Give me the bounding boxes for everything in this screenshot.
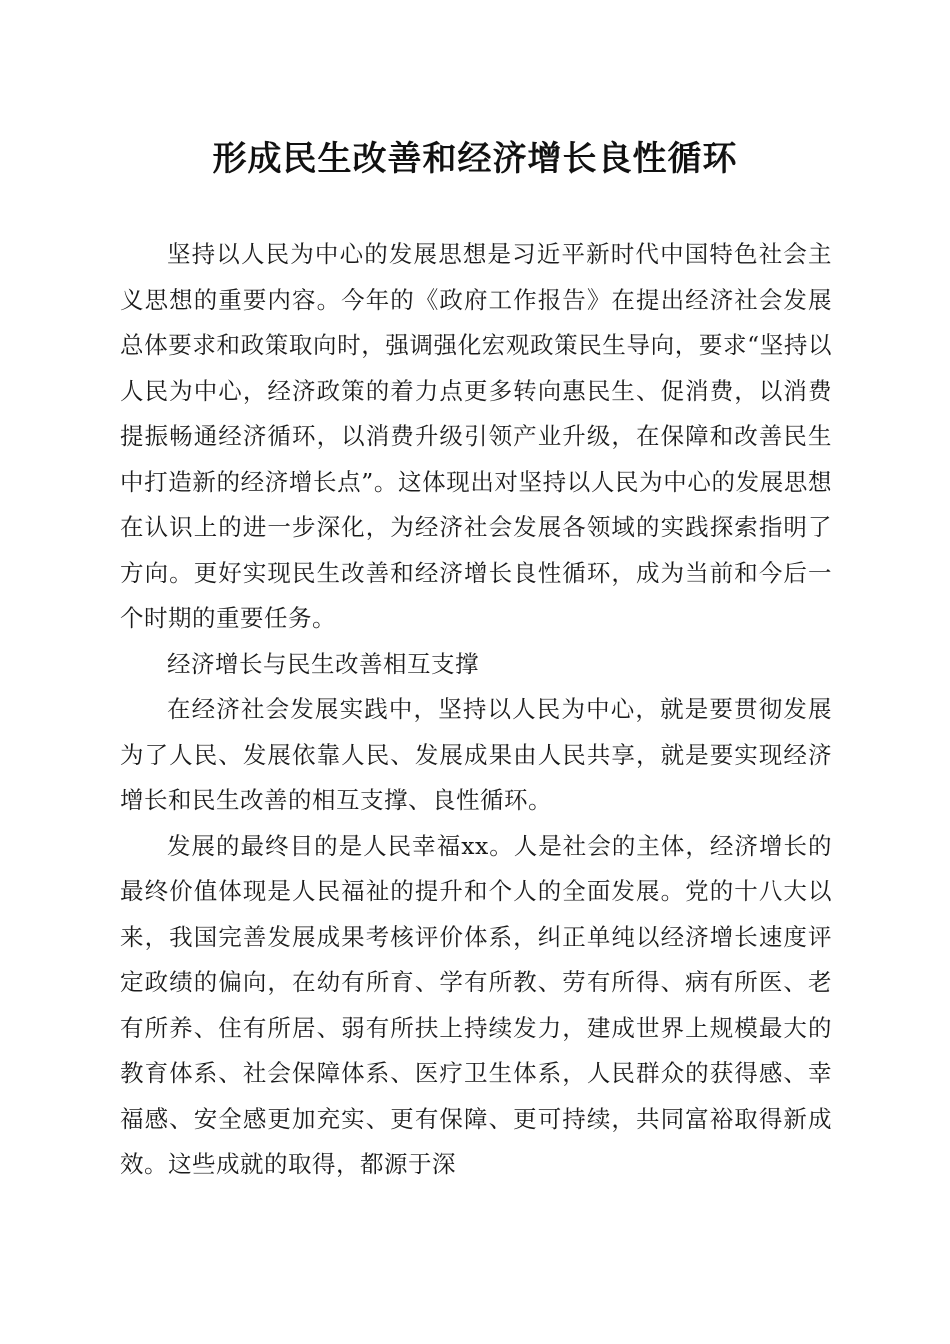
section-heading: 经济增长与民生改善相互支撑 — [167, 649, 479, 678]
paragraph-practice: 在经济社会发展实践中，坚持以人民为中心，就是要贯彻发展为了人民、发展依靠人民、发展成果由人民共享，就是要实现经济增长和民生改善的相互支撑、良性循环。 — [120, 695, 832, 814]
document-body — [120, 232, 832, 1188]
paragraph-intro: 坚持以人民为中心的发展思想是习近平新时代中国特色社会主义思想的重要内容。今年的《政府工作报告》在提出经济社会发展总体要求和政策取向时，强调强化宏观政策民生导向，要求“坚持以人民为中心，经济政策的着力点更多转向惠民生、促消费，以消费提振畅通经济循环，以消费升级引领产业升级，在保障和改善民生中打造新的经济增长点”。这体现出对坚持以人民为中心的发展思想在认识上的进一步深化，为经济社会发展各领域的实践探索指明了方向。更好实现民生改善和经济增长良性循环，成为当前和今后一个时期的重要任务。 — [120, 240, 832, 632]
document-title: 形成民生改善和经济增长良性循环 — [212, 139, 738, 179]
paragraph-goal: 发展的最终目的是人民幸福xx。人是社会的主体，经济增长的最终价值体现是人民福祉的提升和个人的全面发展。党的十八大以来，我国完善发展成果考核评价体系，纠正单纯以经济增长速度评定政绩的偏向，在幼有所育、学有所教、劳有所得、病有所医、老有所养、住有所居、弱有所扶上持续发力，建成世界上规模最大的教育体系、社会保障体系、医疗卫生体系，人民群众的获得感、幸福感、安全感更加充实、更有保障、更可持续，共同富裕取得新成效。这些成就的取得，都源于深 — [120, 831, 832, 1178]
